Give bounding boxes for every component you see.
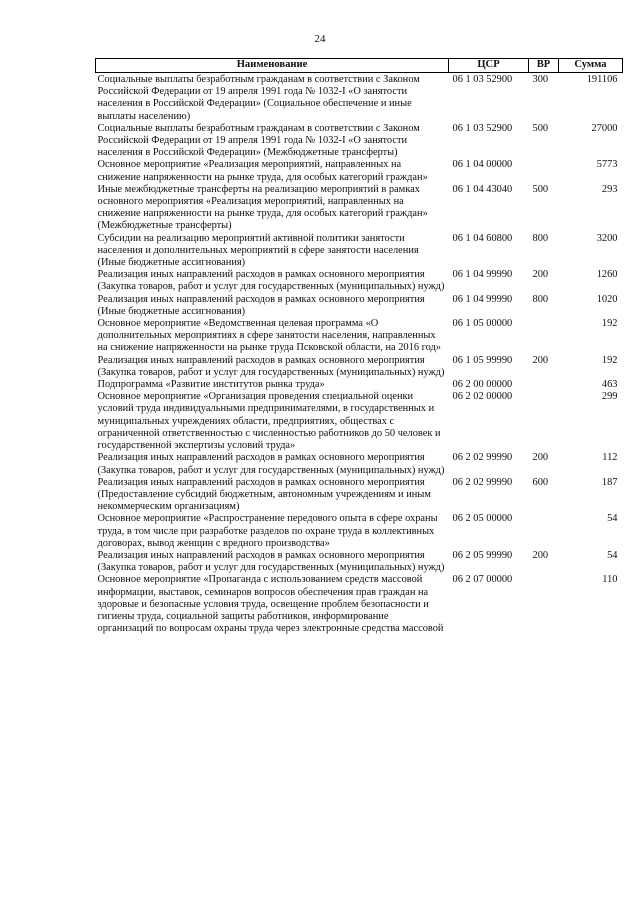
table-row: [96, 379, 623, 391]
cell-name: Реализация иных направлений расходов в рамках основного мероприятия (Предоставление субсидий бюджетным, автономным учреждениям и иным некоммерческим организациям): [97, 476, 431, 513]
cell-sum: 192: [601, 318, 618, 330]
cell-name: Основное мероприятие «Реализация мероприятий, направленных на снижение напряженности на рынке труда, для особых категорий граждан»: [97, 159, 428, 183]
header-vr: ВР: [529, 59, 559, 73]
table-row: [96, 513, 623, 550]
cell-vr: [529, 574, 559, 635]
cell-csr: 06 2 02 99990: [452, 452, 513, 464]
cell-vr: 500: [532, 183, 549, 195]
cell-csr: 06 1 03 52900: [452, 122, 513, 134]
cell-vr: [529, 318, 559, 355]
cell-name: Основное мероприятие «Распространение передового опыта в сфере охраны труда, в том числе при разработке разделов по охране труда в коллективных договорах, вывод женщин с вредного производства»: [97, 513, 438, 549]
cell-csr: 06 2 07 00000: [452, 574, 513, 586]
cell-name: Основное мероприятие «Пропаганда с использованием средств массовой информации, выставок, семинаров вопросов обеспечения прав граждан на здоровые и безопасные условия труда, освещение проблем безопасности и гигиены труда, социальной защиты работников, информирование организаций по вопросам охраны труда через электронные средства массовой: [97, 574, 444, 635]
cell-sum: 191106: [586, 74, 618, 85]
cell-vr: 500: [532, 122, 549, 134]
table-row: [96, 391, 623, 452]
cell-csr: 06 2 02 00000: [452, 391, 513, 403]
cell-name: Реализация иных направлений расходов в рамках основного мероприятия (Закупка товаров, работ и услуг для государственных (муниципальных) нужд): [97, 269, 445, 293]
table-row: [96, 318, 623, 355]
cell-sum: 192: [601, 354, 618, 366]
cell-vr: 800: [532, 232, 549, 244]
cell-vr: 200: [532, 452, 549, 464]
cell-sum: 54: [607, 549, 618, 561]
cell-csr: 06 1 04 00000: [452, 159, 513, 171]
table-header-row: [96, 59, 623, 73]
cell-vr: 600: [532, 476, 549, 488]
cell-name: Основное мероприятие «Организация проведения специальной оценки условий труда индивидуальными предпринимателями, в государственных и муниципальных учреждениях области, предприятиях, обществах с ограниченной ответственностью с численностью работников до 50 человек и государственной экспертизы условий труда»: [97, 391, 441, 452]
cell-vr: 200: [532, 269, 549, 281]
cell-name: Основное мероприятие «Ведомственная целевая программа «О дополнительных мероприятиях в сфере занятости населения, направленных на снижение напряженности на рынке труда Псковской области, на 2016 год»: [97, 318, 441, 354]
cell-csr: 06 2 00 00000: [452, 379, 513, 391]
cell-vr: [529, 391, 559, 452]
cell-vr: [529, 159, 559, 183]
cell-name: Социальные выплаты безработным гражданам в соответствии с Законом Российской Федерации от 19 апреля 1991 года № 1032-I «О занятости населения в Российской Федерации» (Социальное обеспечение и иные выплаты населению): [97, 74, 420, 122]
page-number: 24: [314, 33, 326, 45]
cell-csr: 06 1 04 60800: [452, 232, 513, 244]
table-row: [96, 184, 623, 233]
cell-csr: 06 1 04 99990: [452, 269, 513, 281]
cell-name: Социальные выплаты безработным гражданам в соответствии с Законом Российской Федерации от 19 апреля 1991 года № 1032-I «О занятости населения в Российской Федерации» (Межбюджетные трансферты): [97, 122, 420, 159]
cell-name: Реализация иных направлений расходов в рамках основного мероприятия (Закупка товаров, работ и услуг для государственных (муниципальных) нужд): [97, 354, 445, 378]
cell-csr: 06 1 05 00000: [452, 318, 513, 330]
table-row: [96, 550, 623, 574]
table-row: [96, 452, 623, 476]
cell-vr: [529, 513, 559, 550]
table-row: [96, 233, 623, 270]
table-row: [96, 355, 623, 379]
cell-csr: 06 2 05 00000: [452, 513, 513, 525]
cell-vr: 300: [532, 74, 549, 85]
cell-name: Реализация иных направлений расходов в рамках основного мероприятия (Иные бюджетные ассигнования): [97, 293, 425, 317]
cell-sum: 110: [602, 574, 618, 586]
cell-sum: 187: [601, 476, 618, 488]
table-row: [96, 477, 623, 514]
cell-vr: [529, 379, 559, 391]
cell-name: Иные межбюджетные трансферты на реализацию мероприятий в рамках основного мероприятия «Реализация мероприятий, направленных на снижение напряженности на рынке труда, для особых категорий граждан» (Межбюджетные трансферты): [97, 183, 428, 232]
cell-name: Субсидии на реализацию мероприятий активной политики занятости населения и дополнительных мероприятий в сфере занятости населения (Иные бюджетные ассигнования): [97, 232, 419, 269]
budget-table: [95, 58, 623, 635]
cell-vr: 800: [532, 293, 549, 305]
cell-csr: 06 2 02 99990: [452, 476, 513, 488]
cell-sum: 5773: [596, 159, 618, 171]
cell-vr: 200: [532, 549, 549, 561]
cell-sum: 54: [607, 513, 618, 525]
cell-sum: 27000: [591, 122, 618, 134]
cell-vr: 200: [532, 354, 549, 366]
cell-sum: 463: [601, 379, 618, 391]
cell-name: Подпрограмма «Развитие институтов рынка труда»: [97, 379, 325, 391]
table-row: [96, 294, 623, 318]
table-row: [96, 159, 623, 183]
header-name: Наименование: [96, 59, 449, 73]
header-sum: Сумма: [559, 59, 623, 73]
table-row: [96, 574, 623, 635]
cell-csr: 06 2 05 99990: [452, 549, 513, 561]
table-row: [96, 123, 623, 160]
header-csr: ЦСР: [449, 59, 529, 73]
table-row: [96, 269, 623, 293]
cell-name: Реализация иных направлений расходов в рамках основного мероприятия (Закупка товаров, работ и услуг для государственных (муниципальных) нужд): [97, 452, 445, 476]
cell-csr: 06 1 04 43040: [452, 183, 513, 195]
cell-sum: 1020: [596, 293, 618, 305]
cell-csr: 06 1 04 99990: [452, 293, 513, 305]
cell-sum: 1260: [596, 269, 618, 281]
cell-csr: 06 1 03 52900: [452, 74, 513, 85]
cell-sum: 299: [601, 391, 618, 403]
cell-csr: 06 1 05 99990: [452, 354, 513, 366]
table-row: [96, 73, 623, 123]
cell-sum: 3200: [596, 232, 618, 244]
cell-sum: 112: [602, 452, 618, 464]
cell-sum: 293: [601, 183, 618, 195]
cell-name: Реализация иных направлений расходов в рамках основного мероприятия (Закупка товаров, работ и услуг для государственных (муниципальных) нужд): [97, 549, 445, 574]
